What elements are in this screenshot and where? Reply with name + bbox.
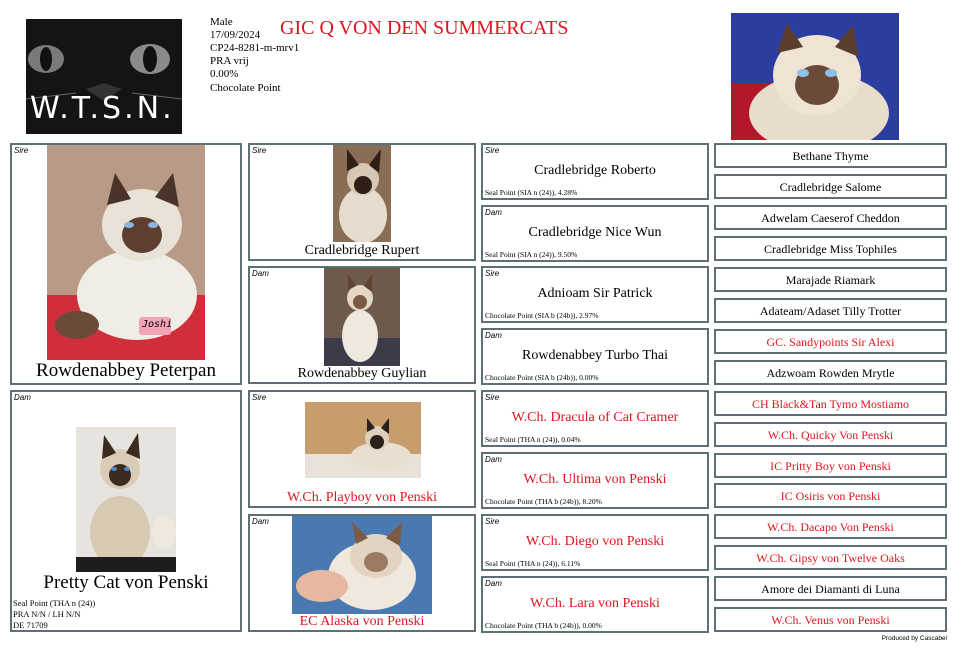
gen4-name: Bethane Thyme xyxy=(792,149,869,163)
sire-name: Rowdenabbey Peterpan xyxy=(36,360,216,381)
gen4-box xyxy=(714,514,947,539)
gen2-tag: Dam xyxy=(252,269,269,278)
gen3-name: W.Ch. Diego von Penski xyxy=(525,534,665,549)
coi: 0.00% xyxy=(210,68,239,80)
gen4-name: Amore dei Diamanti di Luna xyxy=(761,582,900,596)
gen3-tag: Sire xyxy=(485,146,500,155)
gen3-tag: Sire xyxy=(485,517,500,526)
gen3-name: Adnioam Sir Patrick xyxy=(537,286,653,301)
gen4-name: CH Black&Tan Tymo Mostiamo xyxy=(751,397,910,411)
gen4-box xyxy=(714,174,947,199)
sire-photo xyxy=(47,145,205,360)
dam-info-tests: PRA N/N / LH N/N xyxy=(13,609,81,619)
gen2-name: W.Ch. Playboy von Penski xyxy=(287,490,437,505)
gen3-info: Chocolate Point (THA b (24b)), 8.20% xyxy=(485,497,602,506)
gen3-info: Chocolate Point (SIA b (24b)), 2.97% xyxy=(485,311,599,320)
gen4-name: W.Ch. Venus von Penski xyxy=(771,613,890,627)
gen3-info: Seal Point (THA n (24)), 6.11% xyxy=(485,559,581,568)
sire-tag: Sire xyxy=(14,146,29,155)
gen4-name: Cradlebridge Salome xyxy=(779,180,882,194)
gen3-name: W.Ch. Dracula of Cat Cramer xyxy=(511,410,679,425)
cat-photo xyxy=(333,145,391,242)
gen3-info: Chocolate Point (THA b (24b)), 0.00% xyxy=(485,621,602,630)
gen4-name: Adateam/Adaset Tilly Trotter xyxy=(759,304,902,318)
gen3-info: Seal Point (SIA n (24)), 4.28% xyxy=(485,188,578,197)
gen3-name: W.Ch. Lara von Penski xyxy=(530,596,660,611)
sire-box xyxy=(10,143,242,385)
gen4-name: IC Pritty Boy von Penski xyxy=(770,459,891,473)
gen3-tag: Dam xyxy=(485,331,502,340)
gen3-tag: Sire xyxy=(485,269,500,278)
dam-photo xyxy=(76,427,176,572)
gen3-name: Rowdenabbey Turbo Thai xyxy=(522,348,668,363)
gen4-name: GC. Sandypoints Sir Alexi xyxy=(766,335,895,349)
gen4-name: W.Ch. Gipsy von Twelve Oaks xyxy=(756,551,905,565)
gen2-box xyxy=(248,514,476,632)
sex: Male xyxy=(210,16,233,28)
gen3-tag: Dam xyxy=(485,455,502,464)
gen2-box xyxy=(248,143,476,261)
gen3-box xyxy=(481,576,709,633)
logo-text: W.T.S.N. xyxy=(30,91,175,126)
gen3-name: Cradlebridge Nice Wun xyxy=(528,225,662,240)
pra-status: PRA vrij xyxy=(210,55,249,67)
gen4-name: W.Ch. Dacapo Von Penski xyxy=(767,520,894,534)
gen3-info: Seal Point (SIA n (24)), 9.50% xyxy=(485,250,578,259)
gen2-tag: Sire xyxy=(252,146,267,155)
gen2-box xyxy=(248,390,476,508)
gen4-box xyxy=(714,360,947,385)
dam-box xyxy=(10,390,242,632)
gen4-box xyxy=(714,422,947,447)
gen2-name: Rowdenabbey Guylian xyxy=(297,366,427,381)
gen3-tag: Dam xyxy=(485,208,502,217)
gen2-name: EC Alaska von Penski xyxy=(299,614,425,629)
gen4-box xyxy=(714,143,947,168)
dam-tag: Dam xyxy=(14,393,31,402)
dam-name: Pretty Cat von Penski xyxy=(43,572,209,593)
cat-photo xyxy=(292,516,432,614)
gen3-name: Cradlebridge Roberto xyxy=(534,163,656,178)
cat-title: GIC Q VON DEN SUMMERCATS xyxy=(280,17,569,39)
gen4-box xyxy=(714,545,947,570)
gen4-name: Adzwoam Rowden Mrytle xyxy=(766,366,895,380)
gen4-name: Marajade Riamark xyxy=(785,273,876,287)
gen3-info: Chocolate Point (SIA b (24b)), 0.00% xyxy=(485,373,599,382)
cat-photo xyxy=(324,268,400,366)
gen4-name: IC Osiris von Penski xyxy=(780,489,881,503)
photo-label: Joshi xyxy=(142,319,173,330)
gen3-name: W.Ch. Ultima von Penski xyxy=(523,472,667,487)
dam-info-reg: DE 71709 xyxy=(13,620,48,630)
gen4-box xyxy=(714,391,947,416)
footer-credit: Produced by Cascabel xyxy=(881,635,947,642)
gen3-box xyxy=(481,514,709,571)
gen3-box xyxy=(481,328,709,385)
gen2-box xyxy=(248,266,476,384)
gen4-box xyxy=(714,298,947,323)
gen4-box xyxy=(714,236,947,261)
gen4-box xyxy=(714,607,947,632)
gen4-name: W.Ch. Quicky Von Penski xyxy=(767,428,894,442)
gen4-box xyxy=(714,576,947,601)
gen3-box xyxy=(481,452,709,509)
gen3-box xyxy=(481,266,709,323)
dam-info-color: Seal Point (THA n (24)) xyxy=(13,598,96,608)
gen4-box xyxy=(714,205,947,230)
gen4-name: Adwelam Caeserof Cheddon xyxy=(761,211,900,225)
cat-photo xyxy=(305,402,421,478)
gen4-box xyxy=(714,329,947,354)
gen4-box xyxy=(714,453,947,478)
gen2-name: Cradlebridge Rupert xyxy=(304,243,420,258)
gen3-box xyxy=(481,205,709,262)
gen3-info: Seal Point (THA n (24)), 0.04% xyxy=(485,435,581,444)
gen4-box xyxy=(714,483,947,508)
gen3-tag: Sire xyxy=(485,393,500,402)
gen2-tag: Sire xyxy=(252,393,267,402)
gen3-tag: Dam xyxy=(485,579,502,588)
gen2-tag: Dam xyxy=(252,517,269,526)
gen3-box xyxy=(481,390,709,447)
kennel-logo xyxy=(26,19,182,134)
gen4-box xyxy=(714,267,947,292)
main-cat-photo xyxy=(731,13,899,140)
gen3-box xyxy=(481,143,709,200)
color: Chocolate Point xyxy=(210,82,281,94)
pedigree-code: CP24-8281-m-mrv1 xyxy=(210,42,300,54)
birth-date: 17/09/2024 xyxy=(210,29,261,41)
gen4-name: Cradlebridge Miss Tophiles xyxy=(764,242,897,256)
